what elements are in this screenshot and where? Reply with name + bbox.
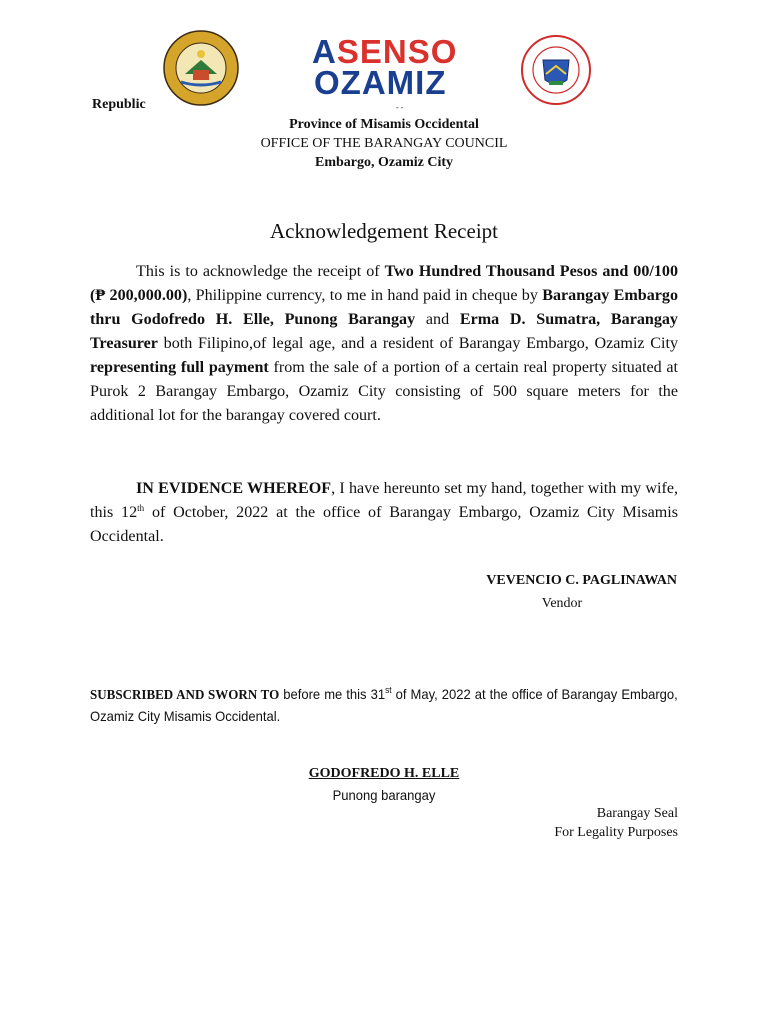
asenso-ozamiz-logo (308, 33, 460, 112)
logo-line1: SENSO (336, 33, 458, 70)
text-run: This is to acknowledge the receipt of (136, 263, 385, 280)
location-line: Embargo, Ozamiz City (314, 155, 454, 170)
sworn-statement (90, 684, 678, 727)
ordinal-suffix: st (385, 685, 392, 695)
legality-purpose-note: For Legality Purposes (554, 825, 678, 840)
document-title: Acknowledgement Receipt (269, 219, 498, 243)
logo-initial: A (312, 33, 337, 70)
full-payment-text: representing full payment (90, 359, 269, 376)
text-run: before me this 31 (279, 686, 386, 702)
logo-line2: OZAMIZ (314, 64, 447, 101)
text-run: of May, 2022 at the office of Barangay Embargo, Ozamiz City Misamis Occidental. (90, 686, 678, 724)
text-run: of October, 2022 at the office of Barangay Embargo, Ozamiz City Misamis Occidental. (90, 504, 678, 545)
barangay-seal-note: Barangay Seal (596, 806, 678, 821)
city-of-ozamiz-seal (521, 34, 591, 106)
sworn-heading: SUBSCRIBED AND SWORN TO (90, 688, 280, 703)
receipt-paragraph (90, 260, 678, 428)
text-run: and (415, 311, 460, 328)
official-name: GODOFREDO H. ELLE (308, 766, 460, 781)
vendor-name: VEVENCIO C. PAGLINAWAN (486, 573, 677, 588)
logo-dots: - - (396, 103, 404, 112)
evidence-paragraph (90, 477, 678, 549)
text-run: , Philippine currency, to me in hand paid in cheque by (187, 287, 543, 304)
treasurer-text: Erma D. Sumatra, Barangay Treasurer (90, 311, 678, 352)
payer-text: Barangay Embargo thru Godofredo H. Elle, Punong Barangay (90, 287, 678, 328)
ordinal-suffix: th (137, 503, 145, 513)
republic-text: Republic (92, 97, 146, 112)
amount-text: Two Hundred Thousand Pesos and 00/100 (₱ 200,000.00) (90, 263, 678, 304)
evidence-heading: IN EVIDENCE WHEREOF (136, 480, 332, 497)
text-run: , I have hereunto set my hand, together with my wife, this 12 (90, 480, 679, 521)
text-run: from the sale of a portion of a certain real property situated at Purok 2 Barangay Embargo, Ozamiz City consisting of 500 square meters for the additional lot for the barangay covered court. (90, 359, 678, 424)
barangay-embargo-seal (163, 30, 239, 106)
official-role: Punong barangay (332, 787, 436, 803)
office-line: OFFICE OF THE BARANGAY COUNCIL (260, 136, 508, 151)
province-line: Province of Misamis Occidental (289, 117, 479, 132)
text-run: both Filipino,of legal age, and a resident of Barangay Embargo, Ozamiz City (157, 335, 678, 352)
vendor-role: Vendor (541, 596, 583, 611)
